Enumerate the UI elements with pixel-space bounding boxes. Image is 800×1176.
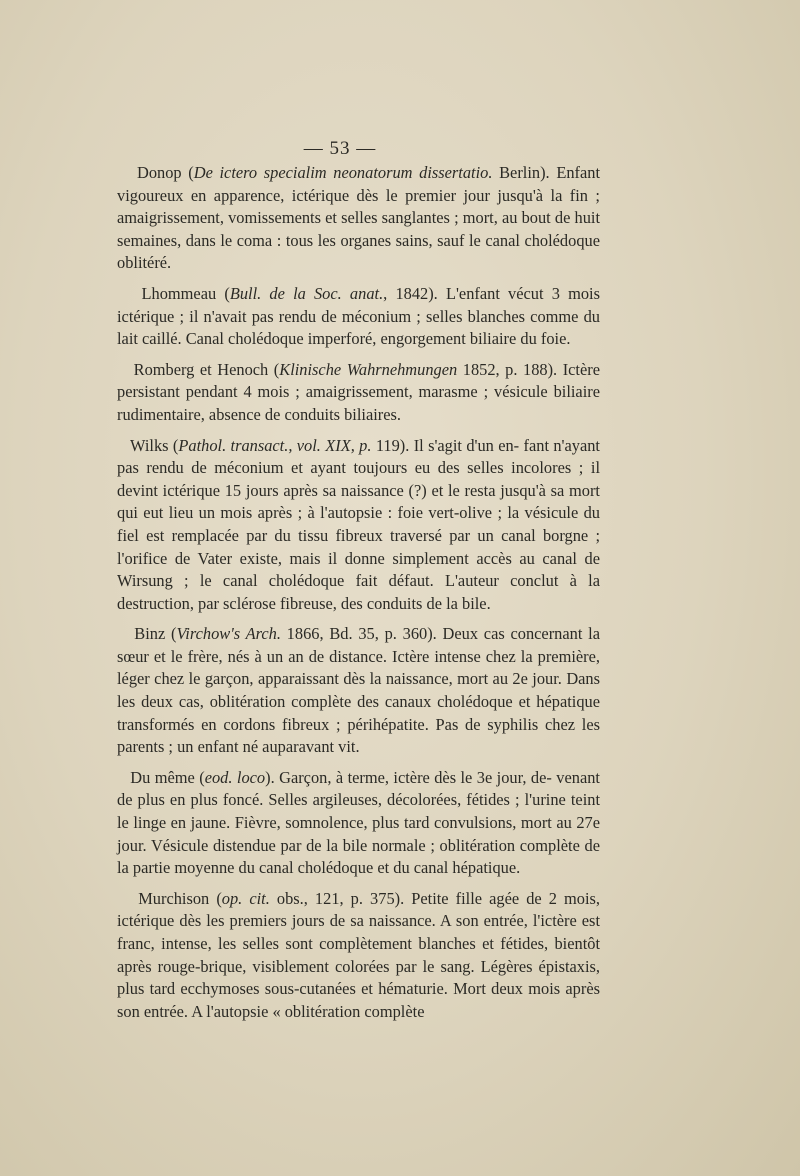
entry-murchison bbox=[117, 888, 600, 1024]
entry-post: 1852, p. 188). bbox=[457, 359, 558, 379]
entry-author: Binz bbox=[134, 624, 166, 644]
entry-post: , 1842). L'enfant vécut 3 mois bbox=[383, 283, 600, 303]
entry-body: Ictère persistant pendant 4 mois ; amaigrissement, marasme ; vésicule biliaire rudimentaire, absence de conduits biliaires. bbox=[117, 359, 600, 424]
entry-reference: Klinische Wahrnehmungen bbox=[279, 359, 458, 379]
entry-post: Berlin). bbox=[492, 163, 550, 182]
entry-post: 1866, Bd. 35, p. 360). Deux cas concernant bbox=[280, 624, 583, 644]
page-number: — 53 — bbox=[303, 138, 377, 159]
entry-post: obs., 121, p. 375). Petite fille agée de 2 mois, bbox=[269, 888, 600, 908]
entry-pre: ( bbox=[181, 163, 194, 182]
entry-reference: eod. loco bbox=[204, 767, 266, 787]
entry-pre: ( bbox=[209, 888, 222, 908]
entry-wilks bbox=[117, 435, 600, 616]
entry-body: la sœur et le frère, nés à un an de distance. Ictère intense chez la première, léger chez le garçon, apparaissant dès la naissance, mort au 2e jour. Dans les deux cas, oblitération complète des canaux cholédoque et hépatique transformés en cordons fibreux ; périhépatite. Pas de syphilis chez les parents ; un enfant né auparavant vit. bbox=[117, 624, 600, 757]
document-body bbox=[117, 162, 600, 1031]
entry-author: Lhommeau bbox=[141, 283, 217, 303]
entry-post: ). Garçon, à terme, ictère dès le 3e jour, de- bbox=[265, 767, 552, 787]
entry-body: ictérique dès les premiers jours de sa naissance. A son entrée, l'ictère est franc, intense, les selles sont complètement blanches et fétides, bientôt après rouge-brique, visiblement colorées par le sang. Légères épistaxis, plus tard ecchymoses sous-cutanées et hématurie. Mort deux mois après son entrée. A l'autopsie « oblitération complète bbox=[117, 911, 600, 1021]
entry-pre: ( bbox=[268, 359, 280, 379]
entry-post: 119). Il s'agit d'un en- bbox=[371, 435, 520, 455]
entry-reference: De ictero specialim neonatorum dissertatio. bbox=[193, 163, 493, 182]
entry-body: Enfant vigoureux en apparence, ictérique dès le premier jour jusqu'à la fin ; amaigrissement, vomissements et selles sanglantes ; mort, au bout de huit semaines, dans le coma : tous les organes sains, sauf le canal cholédoque oblitéré. bbox=[117, 163, 601, 273]
entry-binz bbox=[117, 623, 600, 759]
entry-pre: ( bbox=[216, 283, 230, 303]
entry-author: Du même bbox=[130, 767, 195, 787]
entry-donop bbox=[117, 162, 600, 275]
entry-pre: ( bbox=[194, 767, 205, 787]
entry-body: venant de plus en plus foncé. Selles argileuses, décolorées, fétides ; l'urine teint le linge en jaune. Fièvre, somnolence, plus tard convulsions, mort au 27e jour. Vésicule distendue par de la bile normale ; oblitération complète de la partie moyenne du canal cholédoque et du canal hépatique. bbox=[117, 767, 600, 878]
entry-reference: Pathol. transact., vol. XIX, p. bbox=[178, 435, 372, 455]
entry-author: Wilks bbox=[130, 435, 169, 455]
entry-lhommeau bbox=[117, 283, 600, 351]
entry-pre: ( bbox=[165, 624, 177, 644]
entry-reference: op. cit. bbox=[221, 888, 270, 908]
entry-body: ictérique ; il n'avait pas rendu de méconium ; selles blanches comme du lait caillé. Canal cholédoque imperforé, engorgement biliaire du foie. bbox=[117, 306, 600, 349]
entry-author: Donop bbox=[136, 163, 182, 182]
entry-author: Romberg et Henoch bbox=[133, 359, 269, 379]
entry-reference: Bull. de la Soc. anat. bbox=[229, 283, 384, 303]
entry-du-meme bbox=[117, 767, 600, 880]
entry-body: fant n'ayant pas rendu de méconium et ayant toujours eu des selles incolores ; il devint ictérique 15 jours après sa naissance (?) et le resta jusqu'à sa mort qui eut lieu un mois après ; à l'autopsie : foie vert-olive ; la vésicule du fiel est remplacée par du tissu fibreux traversé par un canal borgne ; l'orifice de Vater existe, mais il donne simplement accès au canal de Wirsung ; le canal cholédoque fait défaut. L'auteur conclut à la destruction, par sclérose fibreuse, des conduits de la bile. bbox=[117, 435, 600, 613]
entry-pre: ( bbox=[168, 435, 179, 455]
entry-romberg-henoch bbox=[117, 359, 600, 427]
entry-author: Murchison bbox=[138, 888, 210, 908]
entry-reference: Virchow's Arch. bbox=[176, 624, 281, 644]
